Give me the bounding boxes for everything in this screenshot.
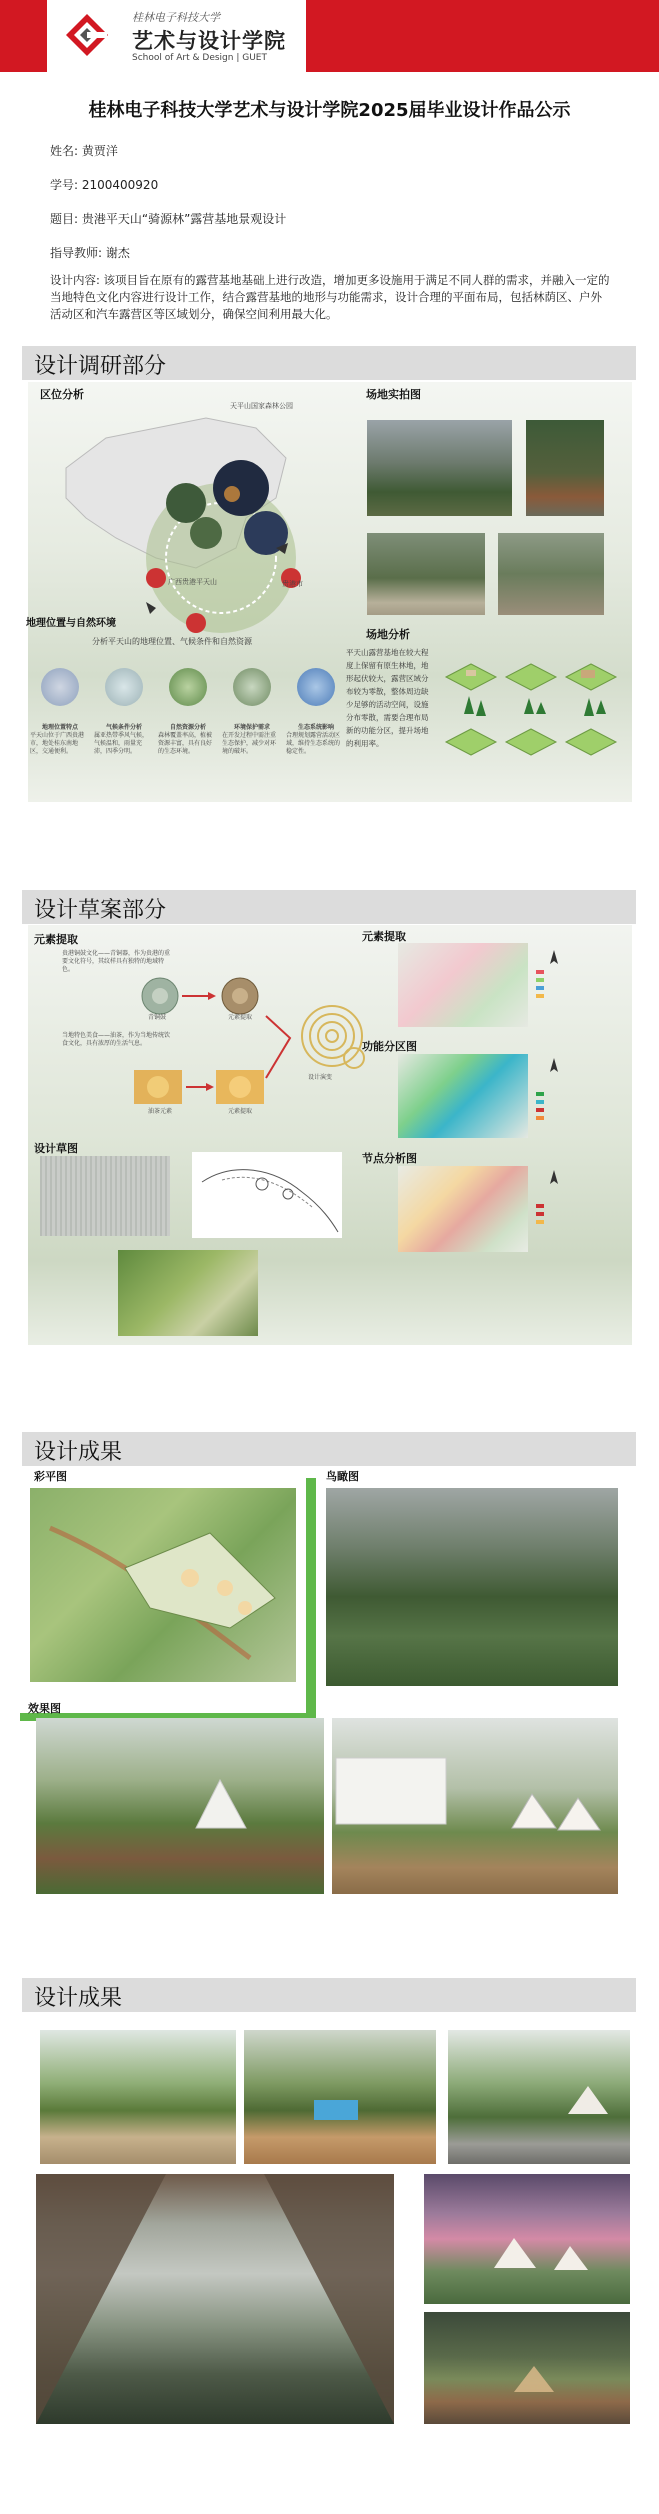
node-analysis-label: 节点分析图 xyxy=(362,1152,417,1165)
design-description: 设计内容: 该项目旨在原有的露营基地基础上进行改造，增加更多设施用于满足不同人群的需求，并融入一定的当地特色文化内容进行设计工作，结合露营基地的地形与功能需求，设计合理的平面布局，包括林荫区、户外活动区和汽车露营区等区域划分，确保空间利用最大化。 xyxy=(50,273,610,321)
location-analysis-label: 区位分析 xyxy=(40,388,84,401)
geo-caption: 分析平天山的地理位置、气候条件和自然资源 xyxy=(92,637,252,646)
design-sketch-label: 设计草图 xyxy=(34,1142,78,1155)
legend-2 xyxy=(536,1058,590,1132)
design-sketch-image-1 xyxy=(40,1156,170,1236)
map-tag-park: 天平山国家森林公园 xyxy=(230,402,293,410)
section-title: 设计调研部分 xyxy=(34,354,167,379)
site-photo-mountain xyxy=(367,420,512,516)
circle-title: 环境保护需求 xyxy=(233,724,270,731)
circle-item xyxy=(94,668,154,756)
section-title: 设计草案部分 xyxy=(34,898,167,923)
circle-title: 气候条件分析 xyxy=(105,724,142,731)
site-analysis-label: 场地分析 xyxy=(366,628,410,641)
site-photo-label: 场地实拍图 xyxy=(366,388,421,401)
environment-circles xyxy=(30,668,341,798)
green-divider-vertical xyxy=(306,1478,316,1723)
site-analysis-text: 平天山露营基地在较大程度上保留有原生林地，地形起伏较大，露营区域分布较为零散，整体周边缺少足够的活动空间，设施分布零散，需要合理布局新的功能分区，提升场地的利用率。 xyxy=(346,648,429,748)
student-id: 学号: 2100400920 xyxy=(50,178,159,192)
result-image-2 xyxy=(244,2030,436,2164)
circle-title: 地理位置特点 xyxy=(41,724,78,731)
circle-text: 森林覆盖率高，植被资源丰富，具有良好的生态环境。 xyxy=(158,732,213,755)
school-name-en: School of Art & Design | GUET xyxy=(132,53,267,63)
aerial-view-label: 鸟瞰图 xyxy=(326,1470,359,1483)
header-red-band-left xyxy=(0,0,47,72)
effect-view-image-1 xyxy=(36,1718,324,1894)
circle-title: 生态系统影响 xyxy=(297,724,334,731)
zoning-label: 功能分区图 xyxy=(362,1040,417,1053)
circle-text: 在开发过程中需注重生态保护，减少对环境的破坏。 xyxy=(222,732,277,755)
advisor: 指导教师: 谢杰 xyxy=(50,246,130,260)
site-photo-path xyxy=(498,533,604,615)
school-name: 艺术与设计学院 xyxy=(132,29,286,53)
map-tag-city: 贵港市 xyxy=(282,580,303,588)
school-calligraphy: 桂林电子科技大学 xyxy=(132,11,220,24)
result-image-night xyxy=(424,2174,630,2304)
caption-element-extract-2: 元素提取 xyxy=(228,1108,253,1115)
element-note-bronze: 贵港铜鼓文化——青铜器，作为贵港的重要文化符号，其纹样具有独特的地域特色。 xyxy=(62,950,171,973)
effect-view-image-2 xyxy=(332,1718,618,1894)
result-image-1 xyxy=(40,2030,236,2164)
design-evolution-rings xyxy=(296,1000,368,1072)
result-image-tent-view xyxy=(36,2174,394,2424)
result-image-3 xyxy=(448,2030,630,2164)
node-analysis-plan xyxy=(398,1166,528,1252)
circle-image xyxy=(105,668,143,706)
effect-view-label: 效果图 xyxy=(28,1702,61,1715)
student-name: 姓名: 黄贾洋 xyxy=(50,144,118,158)
result-image-forest xyxy=(424,2312,630,2424)
element-extraction-label-right: 元素提取 xyxy=(362,930,406,943)
project-topic: 题目: 贵港平天山“骑源林”露营基地景观设计 xyxy=(50,212,287,226)
section-banner-research xyxy=(22,346,636,380)
caption-design-evolution: 设计演变 xyxy=(308,1074,333,1081)
section-banner-draft xyxy=(22,890,636,924)
color-plan-image xyxy=(30,1488,296,1682)
section-title: 设计成果 xyxy=(34,1986,123,2011)
design-sketch-plan xyxy=(118,1250,258,1336)
site-photo-gate xyxy=(526,420,604,516)
site-photo-tents xyxy=(367,533,485,615)
caption-element-extract-1: 元素提取 xyxy=(228,1014,253,1021)
circle-item xyxy=(286,668,346,756)
section-title: 设计成果 xyxy=(34,1440,123,1465)
legend-1 xyxy=(536,950,590,1010)
circle-image xyxy=(297,668,335,706)
location-map-diagram xyxy=(36,398,346,638)
terrain-analysis-diagrams xyxy=(436,652,626,782)
school-logo-icon xyxy=(64,12,110,58)
section-banner-result-2 xyxy=(22,1978,636,2012)
color-plan-label: 彩平图 xyxy=(34,1470,67,1483)
circle-text: 合理规划露营活动区域，维持生态系统的稳定性。 xyxy=(286,732,341,755)
circle-item xyxy=(158,668,218,756)
circle-text: 属亚热带季风气候，气候温和，雨量充沛，四季分明。 xyxy=(94,732,149,755)
caption-bronze-drum: 青铜鼓 xyxy=(148,1014,167,1021)
circle-image xyxy=(169,668,207,706)
aerial-view-image xyxy=(326,1488,618,1686)
zoning-plan-2 xyxy=(398,1054,528,1138)
header-red-band-right xyxy=(306,0,659,72)
design-sketch-image-2 xyxy=(192,1152,342,1238)
zoning-plan-1 xyxy=(398,943,528,1027)
caption-tea-element: 油茶元素 xyxy=(148,1108,173,1115)
circle-title: 自然资源分析 xyxy=(169,724,206,731)
section-banner-result-1 xyxy=(22,1432,636,1466)
circle-item xyxy=(30,668,90,756)
circle-image xyxy=(41,668,79,706)
circle-item xyxy=(222,668,282,756)
circle-text: 平天山位于广西贵港市，地处桂东南地区，交通便利。 xyxy=(30,732,85,755)
element-extraction-label: 元素提取 xyxy=(34,933,78,946)
circle-image xyxy=(233,668,271,706)
legend-3 xyxy=(536,1170,590,1240)
map-tag-mountain: 广西贵港平天山 xyxy=(168,578,217,586)
geo-environment-label: 地理位置与自然环境 xyxy=(26,618,116,629)
page-title: 桂林电子科技大学艺术与设计学院2025届毕业设计作品公示 xyxy=(88,100,571,121)
element-note-tea: 当地特色美食——油茶，作为当地传统饮食文化，具有浓厚的生活气息。 xyxy=(62,1032,171,1047)
